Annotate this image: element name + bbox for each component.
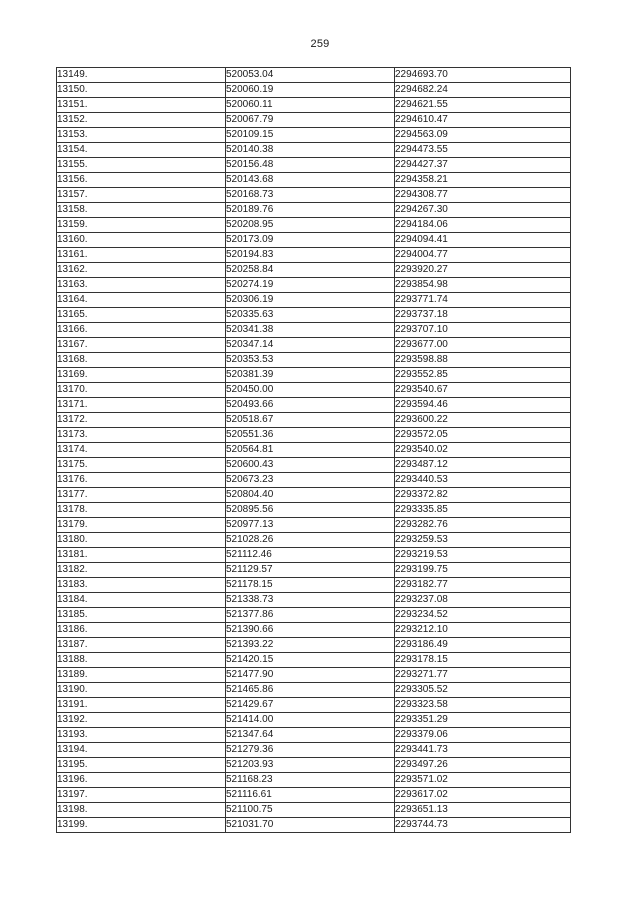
point-number-cell: 13178. [57, 503, 226, 518]
table-row [57, 458, 571, 473]
point-number-cell: 13156. [57, 173, 226, 188]
point-number-cell: 13154. [57, 143, 226, 158]
table-row [57, 608, 571, 623]
point-number-cell: 13185. [57, 608, 226, 623]
coordinates-table-body [57, 68, 571, 833]
y-coordinate-cell: 2293199.75 [395, 563, 571, 578]
x-coordinate-cell: 520053.04 [226, 68, 395, 83]
point-number-cell: 13149. [57, 68, 226, 83]
table-row [57, 383, 571, 398]
point-number-cell: 13167. [57, 338, 226, 353]
table-row [57, 233, 571, 248]
point-number-cell: 13173. [57, 428, 226, 443]
x-coordinate-cell: 520895.56 [226, 503, 395, 518]
table-row [57, 398, 571, 413]
point-number-cell: 13172. [57, 413, 226, 428]
x-coordinate-cell: 521477.90 [226, 668, 395, 683]
x-coordinate-cell: 520493.66 [226, 398, 395, 413]
table-row [57, 653, 571, 668]
point-number-cell: 13166. [57, 323, 226, 338]
y-coordinate-cell: 2293617.02 [395, 788, 571, 803]
point-number-cell: 13168. [57, 353, 226, 368]
y-coordinate-cell: 2293186.49 [395, 638, 571, 653]
y-coordinate-cell: 2293677.00 [395, 338, 571, 353]
point-number-cell: 13176. [57, 473, 226, 488]
x-coordinate-cell: 520353.53 [226, 353, 395, 368]
y-coordinate-cell: 2293707.10 [395, 323, 571, 338]
point-number-cell: 13169. [57, 368, 226, 383]
x-coordinate-cell: 521031.70 [226, 818, 395, 833]
y-coordinate-cell: 2293540.02 [395, 443, 571, 458]
point-number-cell: 13196. [57, 773, 226, 788]
x-coordinate-cell: 520173.09 [226, 233, 395, 248]
table-row [57, 638, 571, 653]
point-number-cell: 13180. [57, 533, 226, 548]
x-coordinate-cell: 521100.75 [226, 803, 395, 818]
x-coordinate-cell: 521347.64 [226, 728, 395, 743]
x-coordinate-cell: 520143.68 [226, 173, 395, 188]
table-row [57, 713, 571, 728]
point-number-cell: 13163. [57, 278, 226, 293]
table-row [57, 263, 571, 278]
point-number-cell: 13157. [57, 188, 226, 203]
x-coordinate-cell: 520274.19 [226, 278, 395, 293]
y-coordinate-cell: 2293572.05 [395, 428, 571, 443]
point-number-cell: 13155. [57, 158, 226, 173]
point-number-cell: 13193. [57, 728, 226, 743]
y-coordinate-cell: 2293323.58 [395, 698, 571, 713]
y-coordinate-cell: 2293920.27 [395, 263, 571, 278]
table-row [57, 68, 571, 83]
x-coordinate-cell: 520168.73 [226, 188, 395, 203]
x-coordinate-cell: 520208.95 [226, 218, 395, 233]
x-coordinate-cell: 520258.84 [226, 263, 395, 278]
point-number-cell: 13190. [57, 683, 226, 698]
x-coordinate-cell: 521116.61 [226, 788, 395, 803]
y-coordinate-cell: 2293259.53 [395, 533, 571, 548]
y-coordinate-cell: 2293651.13 [395, 803, 571, 818]
point-number-cell: 13151. [57, 98, 226, 113]
page-number: 259 [310, 38, 330, 50]
point-number-cell: 13181. [57, 548, 226, 563]
y-coordinate-cell: 2294427.37 [395, 158, 571, 173]
x-coordinate-cell: 521112.46 [226, 548, 395, 563]
table-row [57, 83, 571, 98]
x-coordinate-cell: 521420.15 [226, 653, 395, 668]
y-coordinate-cell: 2294094.41 [395, 233, 571, 248]
y-coordinate-cell: 2293219.53 [395, 548, 571, 563]
table-row [57, 248, 571, 263]
y-coordinate-cell: 2294184.06 [395, 218, 571, 233]
x-coordinate-cell: 520551.36 [226, 428, 395, 443]
y-coordinate-cell: 2293594.46 [395, 398, 571, 413]
y-coordinate-cell: 2293441.73 [395, 743, 571, 758]
x-coordinate-cell: 520156.48 [226, 158, 395, 173]
point-number-cell: 13195. [57, 758, 226, 773]
table-row [57, 413, 571, 428]
x-coordinate-cell: 520381.39 [226, 368, 395, 383]
table-row [57, 293, 571, 308]
x-coordinate-cell: 520518.67 [226, 413, 395, 428]
y-coordinate-cell: 2294682.24 [395, 83, 571, 98]
x-coordinate-cell: 520067.79 [226, 113, 395, 128]
table-row [57, 488, 571, 503]
table-row [57, 218, 571, 233]
x-coordinate-cell: 521028.26 [226, 533, 395, 548]
x-coordinate-cell: 520060.19 [226, 83, 395, 98]
table-row [57, 113, 571, 128]
x-coordinate-cell: 520194.83 [226, 248, 395, 263]
y-coordinate-cell: 2293212.10 [395, 623, 571, 638]
x-coordinate-cell: 520335.63 [226, 308, 395, 323]
y-coordinate-cell: 2293598.88 [395, 353, 571, 368]
point-number-cell: 13158. [57, 203, 226, 218]
point-number-cell: 13186. [57, 623, 226, 638]
table-row [57, 338, 571, 353]
table-row [57, 728, 571, 743]
point-number-cell: 13194. [57, 743, 226, 758]
x-coordinate-cell: 520673.23 [226, 473, 395, 488]
table-row [57, 503, 571, 518]
point-number-cell: 13199. [57, 818, 226, 833]
point-number-cell: 13192. [57, 713, 226, 728]
x-coordinate-cell: 520564.81 [226, 443, 395, 458]
point-number-cell: 13161. [57, 248, 226, 263]
table-row [57, 173, 571, 188]
x-coordinate-cell: 521178.15 [226, 578, 395, 593]
x-coordinate-cell: 521393.22 [226, 638, 395, 653]
table-row [57, 773, 571, 788]
table-row [57, 98, 571, 113]
y-coordinate-cell: 2293600.22 [395, 413, 571, 428]
y-coordinate-cell: 2293440.53 [395, 473, 571, 488]
table-row [57, 353, 571, 368]
y-coordinate-cell: 2293351.29 [395, 713, 571, 728]
point-number-cell: 13177. [57, 488, 226, 503]
y-coordinate-cell: 2293854.98 [395, 278, 571, 293]
x-coordinate-cell: 521377.86 [226, 608, 395, 623]
y-coordinate-cell: 2293372.82 [395, 488, 571, 503]
point-number-cell: 13162. [57, 263, 226, 278]
point-number-cell: 13174. [57, 443, 226, 458]
point-number-cell: 13197. [57, 788, 226, 803]
point-number-cell: 13182. [57, 563, 226, 578]
x-coordinate-cell: 520306.19 [226, 293, 395, 308]
x-coordinate-cell: 521429.67 [226, 698, 395, 713]
y-coordinate-cell: 2294563.09 [395, 128, 571, 143]
table-row [57, 758, 571, 773]
table-row [57, 623, 571, 638]
y-coordinate-cell: 2293282.76 [395, 518, 571, 533]
table-row [57, 563, 571, 578]
table-row [57, 128, 571, 143]
y-coordinate-cell: 2294358.21 [395, 173, 571, 188]
y-coordinate-cell: 2294267.30 [395, 203, 571, 218]
x-coordinate-cell: 521129.57 [226, 563, 395, 578]
table-row [57, 428, 571, 443]
point-number-cell: 13164. [57, 293, 226, 308]
table-row [57, 443, 571, 458]
y-coordinate-cell: 2294610.47 [395, 113, 571, 128]
table-row [57, 818, 571, 833]
point-number-cell: 13188. [57, 653, 226, 668]
table-row [57, 203, 571, 218]
y-coordinate-cell: 2293234.52 [395, 608, 571, 623]
table-row [57, 578, 571, 593]
table-row [57, 473, 571, 488]
x-coordinate-cell: 520189.76 [226, 203, 395, 218]
point-number-cell: 13183. [57, 578, 226, 593]
x-coordinate-cell: 520347.14 [226, 338, 395, 353]
table-row [57, 323, 571, 338]
y-coordinate-cell: 2294621.55 [395, 98, 571, 113]
x-coordinate-cell: 520341.38 [226, 323, 395, 338]
table-row [57, 533, 571, 548]
x-coordinate-cell: 520804.40 [226, 488, 395, 503]
y-coordinate-cell: 2293237.08 [395, 593, 571, 608]
y-coordinate-cell: 2293335.85 [395, 503, 571, 518]
table-row [57, 143, 571, 158]
x-coordinate-cell: 520450.00 [226, 383, 395, 398]
y-coordinate-cell: 2293305.52 [395, 683, 571, 698]
table-row [57, 158, 571, 173]
x-coordinate-cell: 520109.15 [226, 128, 395, 143]
y-coordinate-cell: 2293487.12 [395, 458, 571, 473]
x-coordinate-cell: 520140.38 [226, 143, 395, 158]
y-coordinate-cell: 2293571.02 [395, 773, 571, 788]
table-row [57, 803, 571, 818]
x-coordinate-cell: 521390.66 [226, 623, 395, 638]
point-number-cell: 13165. [57, 308, 226, 323]
y-coordinate-cell: 2293540.67 [395, 383, 571, 398]
point-number-cell: 13152. [57, 113, 226, 128]
y-coordinate-cell: 2293771.74 [395, 293, 571, 308]
point-number-cell: 13171. [57, 398, 226, 413]
y-coordinate-cell: 2293737.18 [395, 308, 571, 323]
point-number-cell: 13189. [57, 668, 226, 683]
point-number-cell: 13160. [57, 233, 226, 248]
point-number-cell: 13159. [57, 218, 226, 233]
y-coordinate-cell: 2293271.77 [395, 668, 571, 683]
y-coordinate-cell: 2293552.85 [395, 368, 571, 383]
table-row [57, 368, 571, 383]
table-row [57, 668, 571, 683]
y-coordinate-cell: 2294693.70 [395, 68, 571, 83]
y-coordinate-cell: 2293182.77 [395, 578, 571, 593]
y-coordinate-cell: 2293178.15 [395, 653, 571, 668]
y-coordinate-cell: 2294473.55 [395, 143, 571, 158]
point-number-cell: 13191. [57, 698, 226, 713]
table-row [57, 698, 571, 713]
table-row [57, 548, 571, 563]
y-coordinate-cell: 2294308.77 [395, 188, 571, 203]
point-number-cell: 13150. [57, 83, 226, 98]
x-coordinate-cell: 521203.93 [226, 758, 395, 773]
table-row [57, 188, 571, 203]
x-coordinate-cell: 521279.36 [226, 743, 395, 758]
x-coordinate-cell: 521414.00 [226, 713, 395, 728]
point-number-cell: 13187. [57, 638, 226, 653]
y-coordinate-cell: 2293379.06 [395, 728, 571, 743]
x-coordinate-cell: 521338.73 [226, 593, 395, 608]
point-number-cell: 13198. [57, 803, 226, 818]
x-coordinate-cell: 520600.43 [226, 458, 395, 473]
table-row [57, 788, 571, 803]
table-row [57, 683, 571, 698]
x-coordinate-cell: 520060.11 [226, 98, 395, 113]
table-row [57, 278, 571, 293]
point-number-cell: 13175. [57, 458, 226, 473]
x-coordinate-cell: 520977.13 [226, 518, 395, 533]
y-coordinate-cell: 2293497.26 [395, 758, 571, 773]
point-number-cell: 13184. [57, 593, 226, 608]
point-number-cell: 13170. [57, 383, 226, 398]
point-number-cell: 13179. [57, 518, 226, 533]
table-row [57, 518, 571, 533]
y-coordinate-cell: 2294004.77 [395, 248, 571, 263]
y-coordinate-cell: 2293744.73 [395, 818, 571, 833]
coordinates-table [56, 67, 571, 833]
x-coordinate-cell: 521465.86 [226, 683, 395, 698]
table-row [57, 743, 571, 758]
table-row [57, 308, 571, 323]
point-number-cell: 13153. [57, 128, 226, 143]
x-coordinate-cell: 521168.23 [226, 773, 395, 788]
table-row [57, 593, 571, 608]
